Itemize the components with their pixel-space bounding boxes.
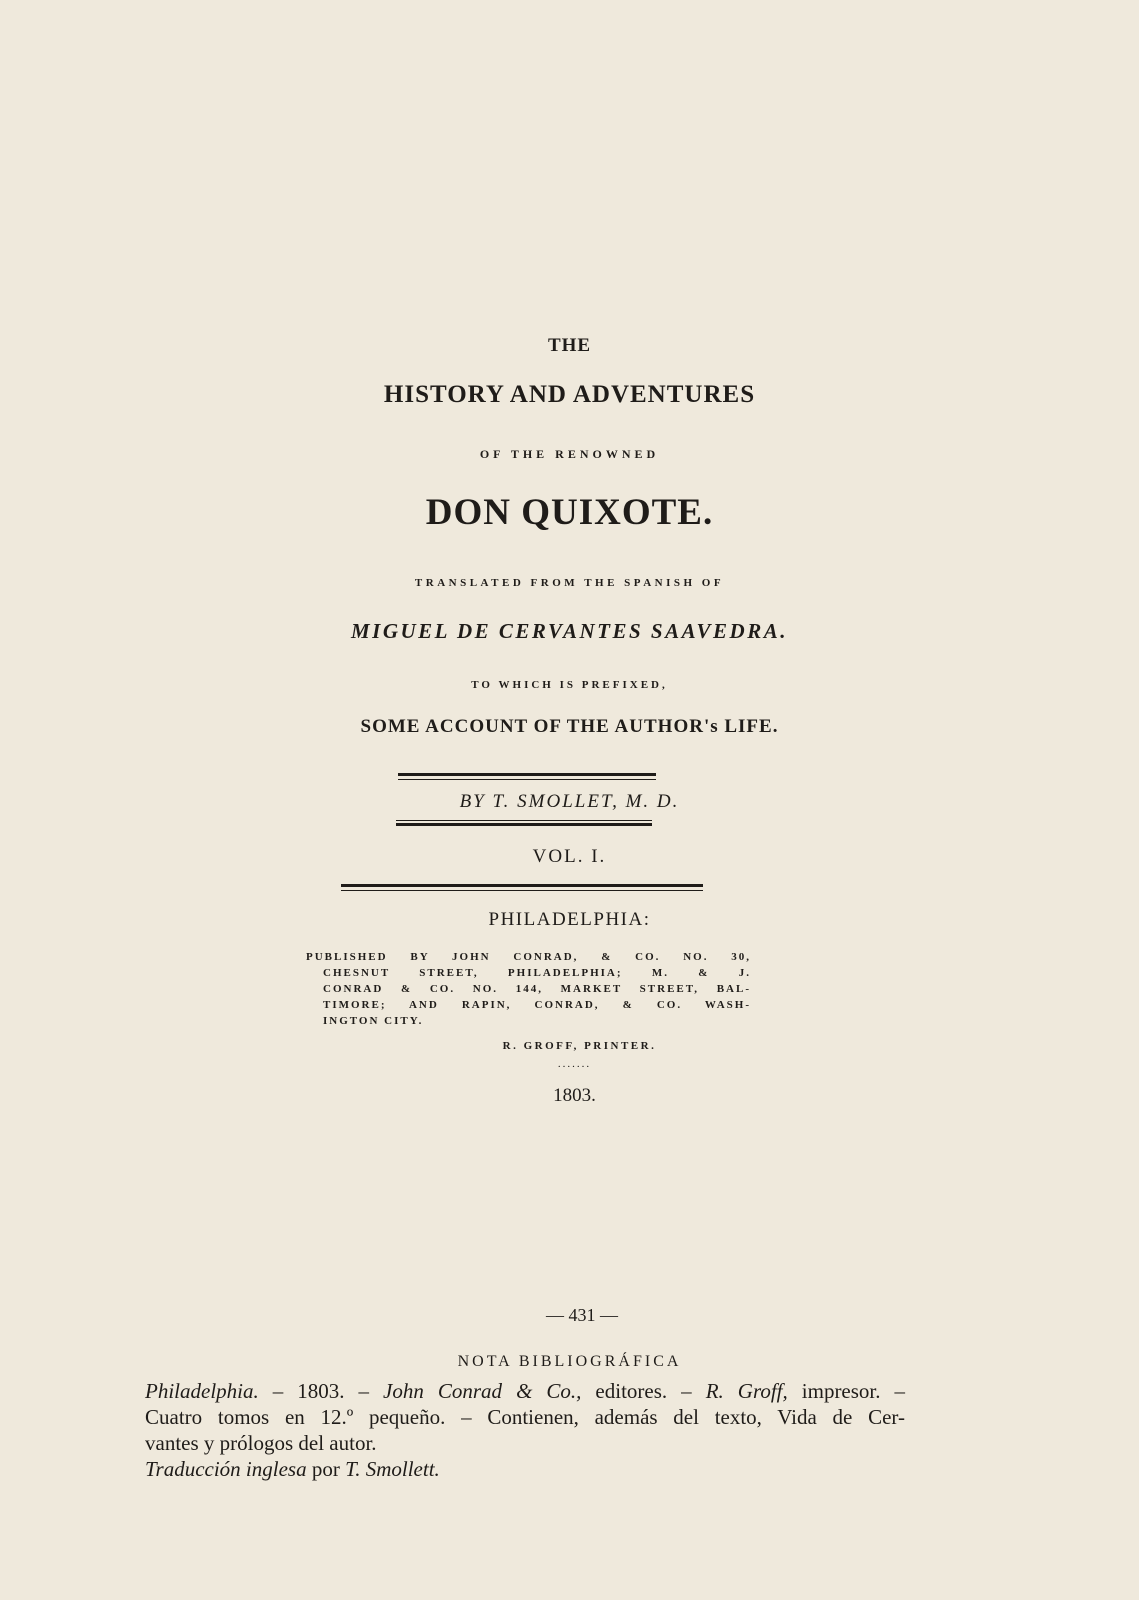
title-history: HISTORY AND ADVENTURES: [383, 381, 756, 408]
publisher-line: CHESNUT STREET, PHILADELPHIA; M. & J.: [323, 967, 751, 979]
publisher-line: TIMORE; AND RAPIN, CONRAD, & CO. WASH-: [323, 999, 751, 1011]
publisher-line: PUBLISHED BY JOHN CONRAD, & CO. NO. 30,: [306, 951, 751, 963]
nota-city: Philadelphia.: [145, 1379, 259, 1403]
publisher-block: [306, 949, 751, 1029]
rule-thin-3: [341, 890, 703, 891]
printer-line: R. GROFF, PRINTER.: [502, 1040, 657, 1052]
volume-line: VOL. I.: [532, 846, 607, 867]
year-line: 1803.: [553, 1085, 596, 1106]
nota-line-3: vantes y prólogos del autor.: [145, 1431, 377, 1455]
prefixed-line: TO WHICH IS PREFIXED,: [471, 679, 668, 691]
nota-body: [145, 1378, 905, 1482]
rule-thick-2: [396, 823, 652, 826]
nota-translator: T. Smollett.: [345, 1457, 440, 1481]
translator-line: BY T. SMOLLET, M. D.: [459, 791, 680, 812]
nota-translation: Traducción inglesa: [145, 1457, 307, 1481]
rule-thick-3: [341, 884, 703, 887]
title-don-quixote: DON QUIXOTE.: [425, 492, 714, 533]
ornament-dots: .......: [557, 1058, 592, 1070]
nota-impresor: impresor. –: [787, 1379, 906, 1403]
nota-por: por: [306, 1457, 346, 1481]
title-of-renowned: OF THE RENOWNED: [479, 447, 660, 461]
publisher-line: INGTON CITY.: [323, 1015, 424, 1027]
nota-line-1: [145, 1378, 905, 1404]
author-name: MIGUEL DE CERVANTES SAAVEDRA.: [350, 619, 788, 643]
page-number: — 431 —: [546, 1305, 618, 1325]
nota-heading: NOTA BIBLIOGRÁFICA: [457, 1353, 682, 1370]
nota-sep: – 1803. –: [258, 1379, 384, 1403]
translated-from: TRANSLATED FROM THE SPANISH OF: [414, 577, 725, 589]
rule-thin-1: [398, 779, 656, 780]
nota-editores: editores. –: [581, 1379, 706, 1403]
title-the: THE: [547, 335, 592, 356]
nota-line-2: Cuatro tomos en 12.º pequeño. – Contienen, además del texto, Vida de Cer-: [145, 1405, 905, 1429]
author-life-line: SOME ACCOUNT OF THE AUTHOR's LIFE.: [360, 716, 779, 737]
nota-publisher: John Conrad & Co.,: [383, 1379, 582, 1403]
publisher-line: CONRAD & CO. NO. 144, MARKET STREET, BAL-: [323, 983, 751, 995]
rule-thin-2: [396, 820, 652, 821]
nota-line-4: [145, 1456, 905, 1482]
rule-thick-1: [398, 773, 656, 776]
city-line: PHILADELPHIA:: [488, 909, 651, 930]
nota-printer: R. Groff,: [705, 1379, 788, 1403]
